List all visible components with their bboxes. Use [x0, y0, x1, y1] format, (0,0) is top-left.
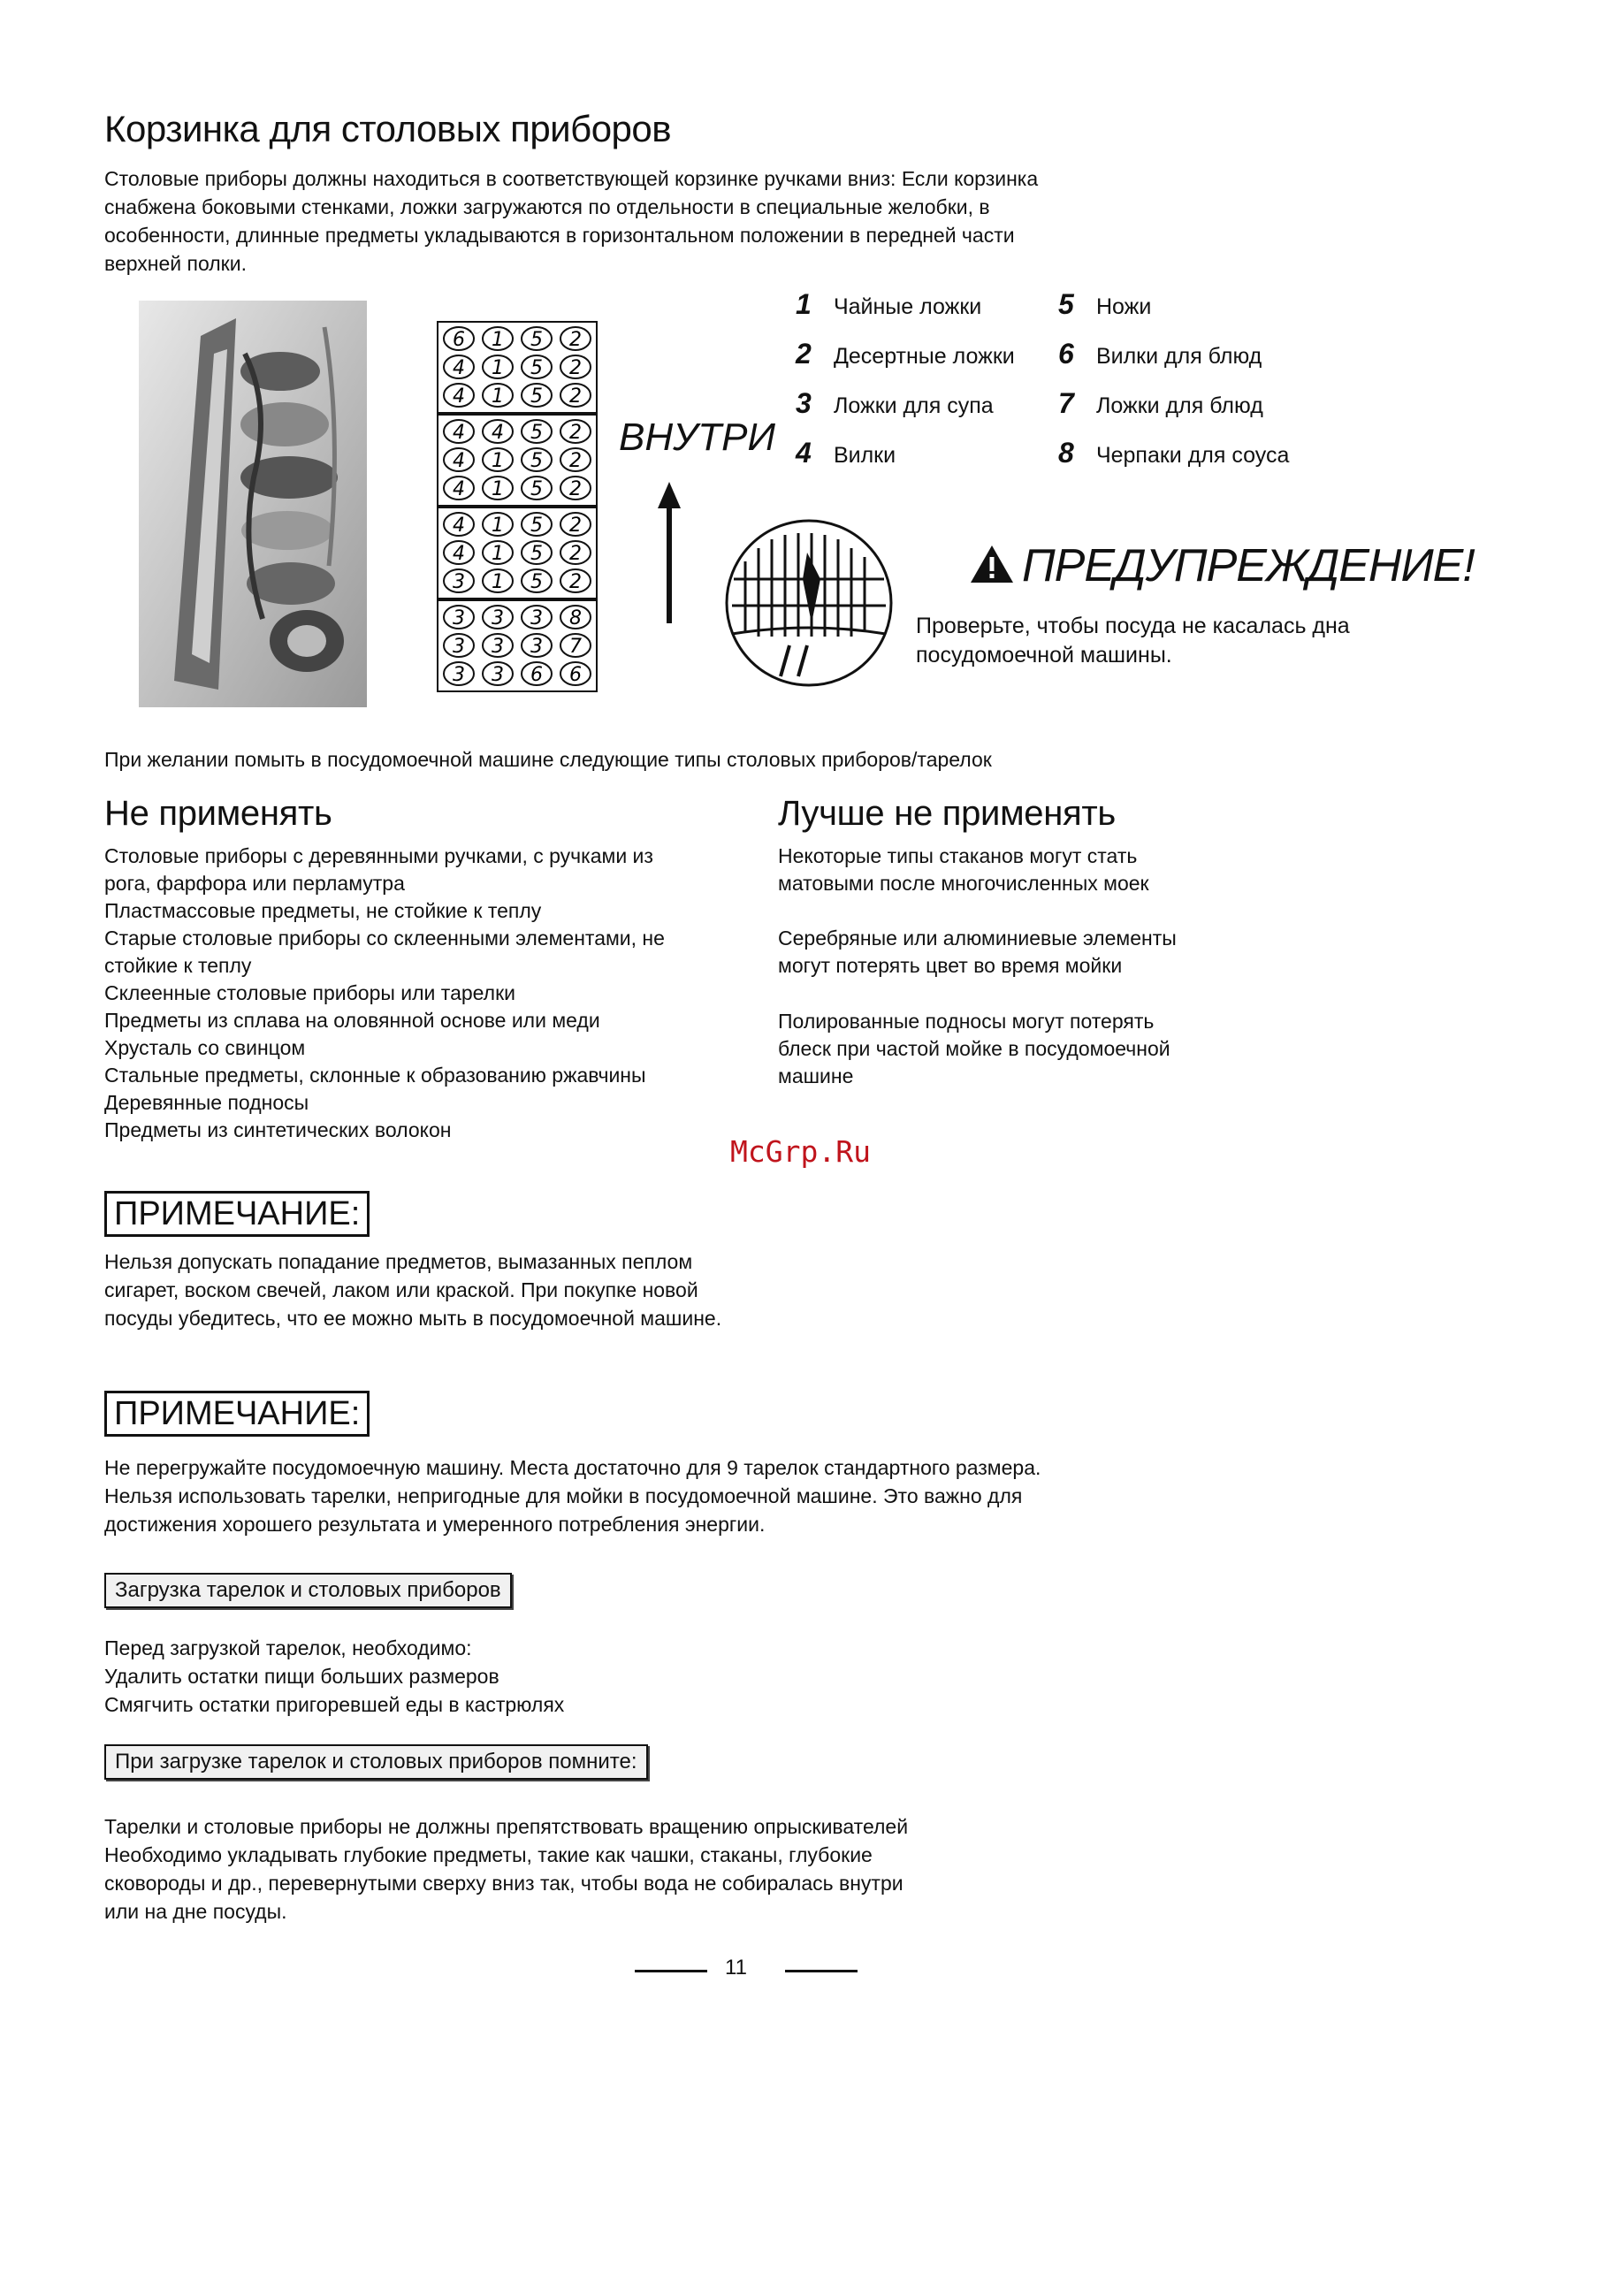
legend-number: 8: [1058, 437, 1074, 469]
list-item: блеск при частой мойке в посудомоечной: [778, 1037, 1170, 1060]
list-item: Столовые приборы с деревянными ручками, с ручками из: [104, 844, 653, 867]
list-item: Пластмассовые предметы, не стойкие к теплу: [104, 899, 542, 922]
slot-number: 5: [530, 571, 543, 593]
legend-label: Черпаки для соуса: [1095, 443, 1290, 468]
legend-number: 5: [1058, 288, 1074, 320]
intro-line: особенности, длинные предметы укладываются в горизонтальном положении в передней части: [104, 224, 1015, 247]
legend-item: [1058, 437, 1289, 469]
slot-number: 2: [569, 571, 582, 593]
slot-number: 6: [569, 664, 582, 686]
legend-item: [796, 288, 981, 321]
warning-line: Проверьте, чтобы посуда не касалась дна: [916, 614, 1350, 638]
slot-number: 1: [492, 329, 504, 351]
list-item: рога, фарфора или перламутра: [104, 872, 405, 895]
legend-number: 6: [1058, 338, 1074, 370]
slot-number: 3: [453, 636, 465, 658]
slot-number: 4: [453, 385, 465, 408]
note-line: сигарет, воском свечей, лаком или краской. При покупке новой: [104, 1278, 698, 1301]
note-title: ПРИМЕЧАНИЕ:: [104, 1191, 370, 1237]
list-item: стойкие к теплу: [104, 954, 252, 977]
up-arrow-icon: [656, 482, 682, 628]
warning-icon: [971, 545, 1013, 587]
slot-number: 4: [453, 543, 465, 565]
list-item: Хрусталь со свинцом: [104, 1036, 306, 1059]
list-item: Деревянные подносы: [104, 1091, 309, 1114]
slot-number: 5: [530, 329, 543, 351]
slot-number: 4: [453, 450, 465, 472]
legend-item: [1058, 288, 1151, 321]
remember-line: или на дне посуды.: [104, 1900, 287, 1923]
intro-line: Столовые приборы должны находиться в соответствующей корзинке ручками вниз: Если корзинка: [104, 167, 1039, 190]
remember-text: [104, 1812, 908, 1926]
slot-number: 4: [453, 357, 465, 379]
warning-heading: [971, 539, 1475, 592]
better-not-paragraph: [778, 1008, 1170, 1090]
inside-label: ВНУТРИ: [619, 416, 775, 459]
slot-number: 3: [492, 607, 504, 629]
slot-number: 6: [530, 664, 543, 686]
list-item: матовыми после многочисленных моек: [778, 872, 1149, 895]
slot-number: 5: [530, 543, 543, 565]
slot-number: 2: [569, 450, 582, 472]
slot-number: 1: [492, 357, 504, 379]
slot-number: 2: [569, 422, 582, 444]
slot-number: 8: [569, 607, 582, 629]
slot-number: 5: [530, 478, 543, 500]
wish-line: При желании помыть в посудомоечной машине следующие типы столовых приборов/тарелок: [104, 748, 992, 771]
slot-number: 1: [492, 515, 504, 537]
legend-number: 2: [796, 338, 812, 370]
slot-number: 5: [530, 385, 543, 408]
warning-text: [916, 612, 1350, 670]
remember-line: Необходимо укладывать глубокие предметы, такие как чашки, стаканы, глубокие: [104, 1843, 873, 1866]
remember-section-title: При загрузке тарелок и столовых приборов помните:: [104, 1744, 648, 1780]
slot-number: 3: [492, 664, 504, 686]
intro-line: снабжена боковыми стенками, ложки загружаются по отдельности в специальные желобки, в: [104, 195, 990, 218]
list-item: Склеенные столовые приборы или тарелки: [104, 981, 516, 1004]
note-line: посуды убедитесь, что ее можно мыть в посудомоечной машине.: [104, 1307, 722, 1330]
slot-number: 3: [453, 571, 465, 593]
list-item: могут потерять цвет во время мойки: [778, 954, 1123, 977]
legend-label: Ножи: [1095, 294, 1152, 319]
loading-line: Удалить остатки пищи больших размеров: [104, 1665, 499, 1688]
note-text: [104, 1247, 721, 1332]
slot-number: 3: [453, 664, 465, 686]
legend-label: Вилки: [833, 443, 896, 468]
better-not-paragraph: [778, 925, 1177, 980]
watermark: McGrp.Ru: [730, 1134, 871, 1169]
slot-number: 5: [530, 450, 543, 472]
list-item: Стальные предметы, склонные к образованию ржавчины: [104, 1064, 646, 1087]
slot-number: 4: [492, 422, 504, 444]
do-not-use-list: [104, 843, 665, 1144]
legend-label: Ложки для супа: [833, 393, 994, 418]
do-not-use-title: Не применять: [104, 794, 332, 833]
slot-number: 7: [569, 636, 582, 658]
slot-number: 5: [530, 422, 543, 444]
basket-layout-diagram: [437, 321, 598, 692]
legend-number: 4: [796, 437, 812, 469]
page-title: Корзинка для столовых приборов: [104, 108, 672, 149]
list-item: Предметы из синтетических волокон: [104, 1118, 452, 1141]
loading-text: [104, 1634, 564, 1719]
warning-title: ПРЕДУПРЕЖДЕНИЕ!: [1022, 540, 1475, 591]
slot-number: 3: [453, 607, 465, 629]
legend-item: [1058, 338, 1262, 370]
page-number: 11: [725, 1956, 747, 1979]
slot-number: 1: [492, 450, 504, 472]
list-item: Старые столовые приборы со склеенными элементами, не: [104, 927, 665, 950]
legend-item: [1058, 387, 1263, 420]
warning-line: посудомоечной машины.: [916, 643, 1172, 667]
loading-section-title: Загрузка тарелок и столовых приборов: [104, 1573, 512, 1608]
slot-number: 4: [453, 422, 465, 444]
slot-number: 2: [569, 385, 582, 408]
slot-number: 2: [569, 329, 582, 351]
intro-paragraph: [104, 164, 1038, 278]
slot-number: 5: [530, 515, 543, 537]
basket-grid: [437, 321, 598, 692]
slot-number: 3: [530, 607, 543, 629]
slot-number: 1: [492, 571, 504, 593]
slot-number: 1: [492, 478, 504, 500]
remember-line: Тарелки и столовые приборы не должны препятствовать вращению опрыскивателей: [104, 1815, 909, 1838]
basket-detail-circle: [723, 517, 895, 693]
legend-label: Ложки для блюд: [1095, 393, 1263, 418]
slot-number: 1: [492, 385, 504, 408]
cutlery-basket-photo: [139, 301, 367, 707]
legend-label: Чайные ложки: [833, 294, 982, 319]
slot-number: 3: [530, 636, 543, 658]
page-number-rule-left: [635, 1970, 707, 1972]
note-line: Нельзя допускать попадание предметов, вымазанных пеплом: [104, 1250, 693, 1273]
legend-item: [796, 437, 896, 469]
note-text: [104, 1453, 1041, 1538]
note-line: Не перегружайте посудомоечную машину. Места достаточно для 9 тарелок стандартного размера.: [104, 1456, 1041, 1479]
legend-label: Вилки для блюд: [1095, 344, 1262, 369]
page-number-rule-right: [785, 1970, 858, 1972]
legend-item: [796, 338, 1015, 370]
legend-number: 1: [796, 288, 812, 320]
note-line: достижения хорошего результата и умеренного потребления энергии.: [104, 1513, 766, 1536]
list-item: машине: [778, 1064, 854, 1087]
legend-number: 3: [796, 387, 812, 419]
remember-line: сковороды и др., перевернутыми сверху вниз так, чтобы вода не собиралась внутри: [104, 1872, 903, 1895]
slot-number: 2: [569, 478, 582, 500]
legend-number: 7: [1058, 387, 1074, 419]
better-not-paragraph: [778, 843, 1149, 897]
slot-number: 5: [530, 357, 543, 379]
list-item: Некоторые типы стаканов могут стать: [778, 844, 1138, 867]
slot-number: 2: [569, 543, 582, 565]
slot-number: 1: [492, 543, 504, 565]
slot-number: 2: [569, 515, 582, 537]
slot-number: 4: [453, 515, 465, 537]
loading-line: Перед загрузкой тарелок, необходимо:: [104, 1636, 472, 1659]
loading-line: Смягчить остатки пригоревшей еды в кастрюлях: [104, 1693, 565, 1716]
slot-number: 4: [453, 478, 465, 500]
intro-line: верхней полки.: [104, 252, 247, 275]
list-item: Серебряные или алюминиевые элементы: [778, 927, 1177, 950]
slot-number: 6: [453, 329, 465, 351]
slot-number: 2: [569, 357, 582, 379]
list-item: Предметы из сплава на оловянной основе или меди: [104, 1009, 600, 1032]
legend-label: Десертные ложки: [833, 344, 1015, 369]
list-item: Полированные подносы могут потерять: [778, 1010, 1155, 1033]
note-title: ПРИМЕЧАНИЕ:: [104, 1391, 370, 1437]
better-not-title: Лучше не применять: [778, 794, 1116, 833]
slot-number: 3: [492, 636, 504, 658]
note-line: Нельзя использовать тарелки, непригодные для мойки в посудомоечной машине. Это важно для: [104, 1484, 1023, 1507]
legend-item: [796, 387, 994, 420]
